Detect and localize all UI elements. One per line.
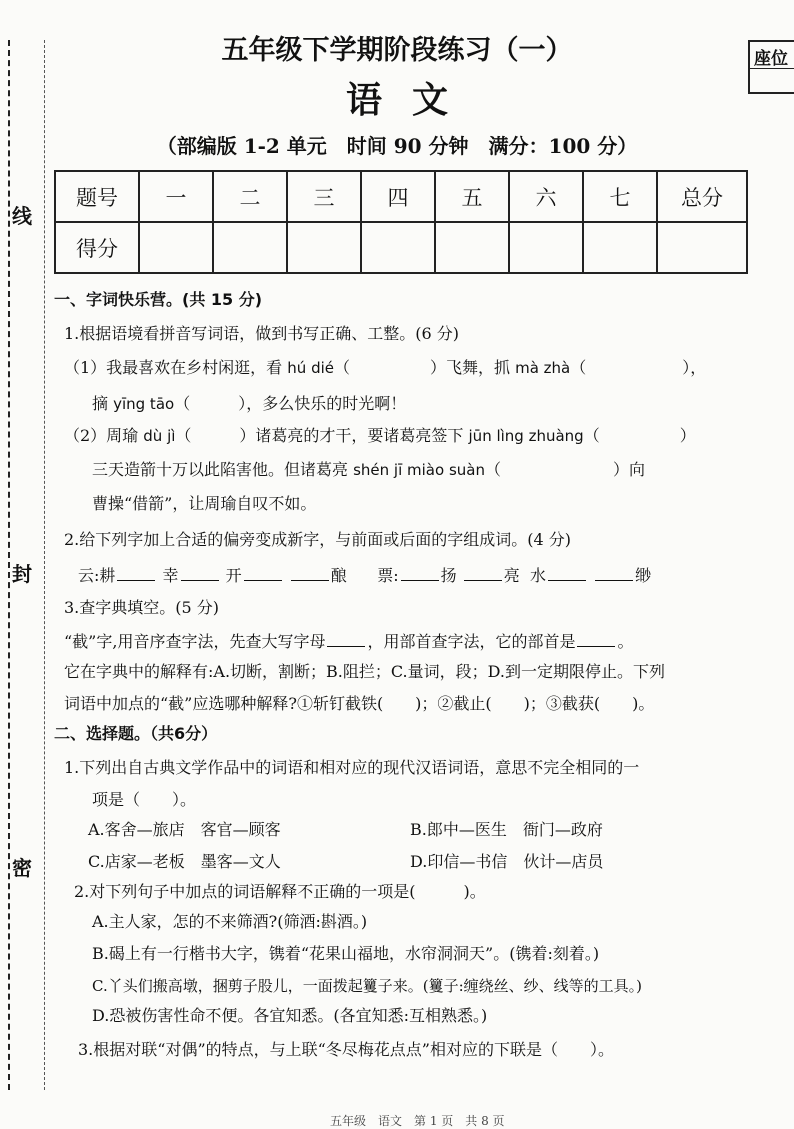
blank-5[interactable] [401,562,439,581]
section1-heading: 一、字词快乐营。(共 15 分) [54,290,263,309]
s2-q3-stem: 3.根据对联“对偶”的特点，与上联“冬尽梅花点点”相对应的下联是（ ）。 [78,1040,614,1059]
s1-q1-p1-line2 [92,392,406,416]
score-input-q5[interactable] [435,222,509,273]
seat-label: 座位 [754,49,788,69]
score-cell-q4: 四 [361,171,435,222]
word-piao: 票: [377,566,399,585]
text-seg: ，用部首查字法，它的部首是 [367,632,576,651]
s2-q1-option-b[interactable]: B.郎中—医生 衙门—政府 [410,820,603,839]
s1-q3-line1 [64,628,633,654]
margin-label-xian: 线 [12,204,32,228]
s2-q1-option-d[interactable]: D.印信—书信 伙计—店员 [410,852,604,871]
s2-q1-option-c[interactable]: C.店家—老板 墨客—文人 [88,852,281,871]
text-seg: 三天造箭十万以此陷害他。但诸葛亮 [92,460,354,479]
pinyin-yingtao: yīng tāo [113,395,175,413]
score-table-header-row [55,171,747,222]
text-seg: 。 [617,632,634,651]
s1-q1-p2-line3: 曹操“借箭”，让周瑜自叹不如。 [92,494,317,513]
score-cell-q7: 七 [583,171,657,222]
blank-4[interactable] [291,562,329,581]
score-input-q3[interactable] [287,222,361,273]
binding-line-inner [44,40,45,1090]
s1-q1-stem: 1.根据语境看拼音写词语，做到书写正确、工整。(6 分) [64,324,460,343]
text-seg: 摘 [92,394,114,413]
word-yang: 扬 [440,566,457,585]
s1-q3-line3: 词语中加点的“截”应选哪种解释?①斩钉截铁( )；②截止( )；③截获( )。 [64,694,655,713]
answer-blank-shenjimiaosuan[interactable]: （ ）向 [484,460,645,479]
s2-q1-stem1: 1.下列出自古典文学作品中的词语和相对应的现代汉语词语，意思不完全相同的一 [64,758,640,777]
s2-q2-stem: 2.对下列句子中加点的词语解释不正确的一项是( )。 [74,882,486,901]
score-table [54,170,748,274]
word-niang: 酿 [330,566,347,585]
text-seg: （1）我最喜欢在乡村闲逛，看 [64,358,288,377]
score-input-total[interactable] [657,222,747,273]
s1-q3-line2: 它在字典中的解释有:A.切断，割断；B.阻拦；C.量词，段；D.到一定期限停止。下列 [64,662,665,681]
pinyin-duji: dù jì [143,427,176,445]
score-input-q2[interactable] [213,222,287,273]
answer-blank-junlingzhuang[interactable]: （ ） [583,426,696,445]
score-cell-total: 总分 [657,171,747,222]
blank-7[interactable] [548,562,586,581]
s1-q2-stem: 2.给下列字加上合适的偏旁变成新字，与前面或后面的字组成词。(4 分) [64,530,572,549]
s1-q1-p1-line1 [64,356,706,380]
s1-q2-words [78,562,651,588]
page-footer: 五年级 语文 第 1 页 共 8 页 [330,1114,505,1128]
blank-radical[interactable] [577,628,615,647]
score-input-q4[interactable] [361,222,435,273]
score-cell-label: 题号 [55,171,139,222]
exam-title: 五年级下学期阶段练习（一） [221,35,573,66]
score-cell-q6: 六 [509,171,583,222]
word-shui: 水 [529,566,546,585]
text-seg: （2）周瑜 [64,426,144,445]
pinyin-hudie: hú dié [287,359,334,377]
word-geng: 云:耕 [78,566,116,585]
blank-letter[interactable] [327,628,365,647]
s1-q1-p2-line2 [92,458,645,482]
text-seg: “截”字,用音序查字法，先查大写字母 [64,632,326,651]
margin-label-feng: 封 [12,562,32,586]
s1-q3-stem: 3.查字典填空。(5 分) [64,598,220,617]
answer-blank-yingtao[interactable]: （ ），多么快乐的时光啊！ [174,394,407,413]
section2-heading: 二、选择题。（共6分） [54,724,218,743]
s2-q2-option-c[interactable]: C.丫头们搬高墩，捆剪子股儿，一面拨起籰子来。(籰子:缠绕丝、纱、线等的工具。) [92,977,642,995]
word-liang: 亮 [503,566,520,585]
score-input-q7[interactable] [583,222,657,273]
score-cell-q5: 五 [435,171,509,222]
s2-q2-option-a[interactable]: A.主人家，怎的不来筛酒?(筛酒:斟酒。) [92,912,368,931]
s2-q1-stem2: 项是（ ）。 [92,790,197,809]
blank-3[interactable] [244,562,282,581]
answer-blank-hudie[interactable]: （ ）飞舞，抓 [333,358,516,377]
blank-8[interactable] [595,562,633,581]
s2-q2-option-b[interactable]: B.碣上有一行楷书大字，镌着“花果山福地，水帘洞洞天”。(镌着:刻着。) [92,944,600,963]
pinyin-mazha: mà zhà [515,359,571,377]
blank-1[interactable] [117,562,155,581]
pinyin-junlingzhuang: jūn lìng zhuàng [468,427,584,445]
score-cell-q1: 一 [139,171,213,222]
word-kai: 开 [225,566,242,585]
word-xing: 幸 [162,566,179,585]
blank-2[interactable] [181,562,219,581]
score-cell-q2: 二 [213,171,287,222]
exam-info: （部编版 1-2 单元 时间 90 分钟 满分：100 分） [156,134,638,158]
score-input-q6[interactable] [509,222,583,273]
answer-blank-mazha[interactable]: （ ）， [570,358,707,377]
s1-q1-p2-line1 [64,424,696,448]
exam-subject: 语文 [345,80,478,121]
blank-6[interactable] [464,562,502,581]
score-table-score-row [55,222,747,273]
score-cell-q3: 三 [287,171,361,222]
s2-q2-option-d[interactable]: D.恐被伤害性命不便。各宜知悉。(各宜知悉:互相熟悉。) [92,1006,488,1025]
answer-blank-duji[interactable]: （ ）诸葛亮的才干，要诸葛亮签下 [175,426,469,445]
margin-label-mi: 密 [12,856,32,880]
score-input-q1[interactable] [139,222,213,273]
score-row-label: 得分 [55,222,139,273]
seat-divider [750,68,794,69]
s2-q1-option-a[interactable]: A.客舍—旅店 客官—顾客 [88,820,281,839]
pinyin-shenjimiaosuan: shén jī miào suàn [353,461,485,479]
word-miao: 缈 [635,566,652,585]
